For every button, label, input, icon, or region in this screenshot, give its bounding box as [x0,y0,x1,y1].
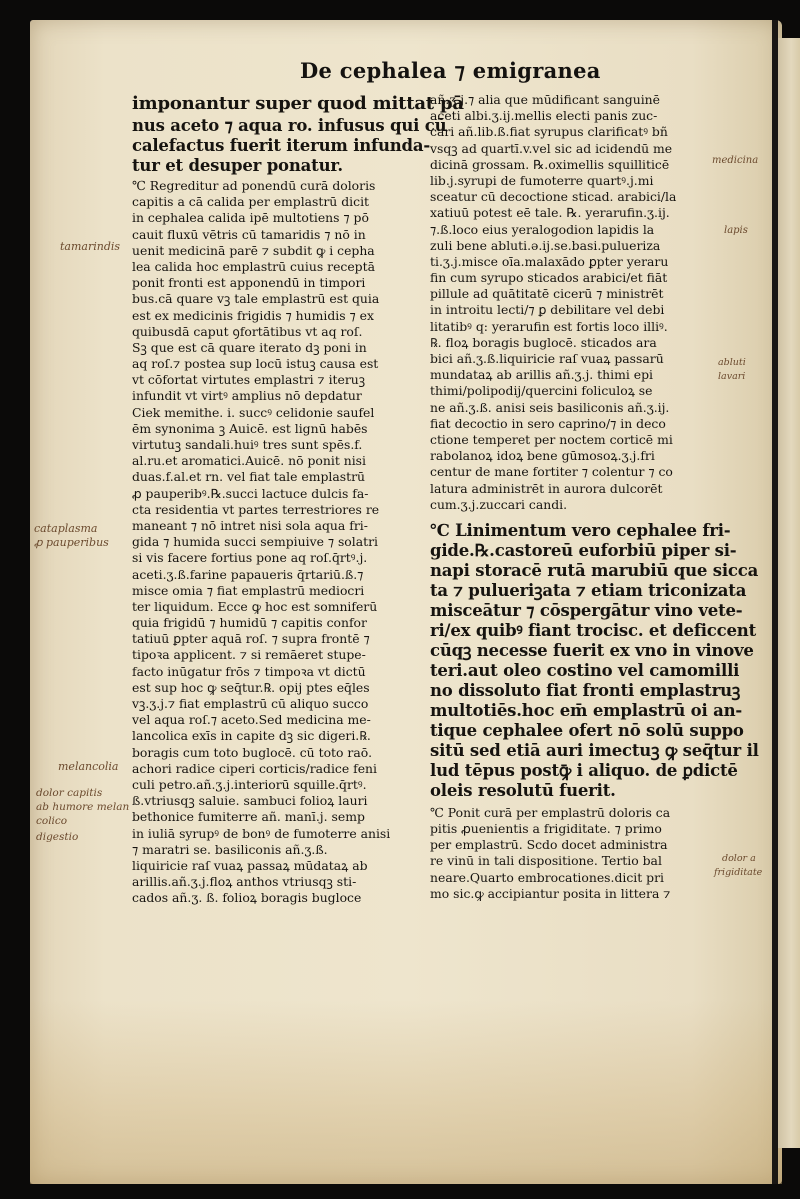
marginal-note: digestio [36,831,79,843]
text-line: cauit fluxū vētris cū tamaridis ⁊ nō in [132,226,366,242]
text-line: lud tēpus postꝙ̄ i aliquo. de ꝑdictē [430,760,738,780]
text-line: lea calida hoc emplastrū cuius receptā [132,258,375,274]
left-body [132,178,424,906]
text-line: pitis ꝓuenientis a frigiditate. ⁊ primo [430,821,662,837]
text-line: ponit fronti est apponendū in timpori [132,275,366,291]
text-line: bus.cā quare vꝫ tale emplastrū est quia [132,291,380,307]
text-line: in iuliā syrupꝰ de bonꝰ de fumoterre anisi [132,825,391,841]
text-line: thimi/polipodij/quercini foliculoꝝ se [430,383,653,399]
text-line: capitis a cā calida per emplastrū dicit [132,194,370,210]
text-line: maneant ⁊ nō intret nisi sola aqua fri- [132,517,368,533]
text-line: ri/ex quibꝰ fiant trocisc. et deficcent [430,620,757,640]
text-line: vel aqua roſ.⁊ aceto.Sed medicina me- [132,712,371,728]
text-line: imponantur super quod mittat pā [132,93,464,114]
text-line: per emplastrū. Scdo docet administra [430,837,668,853]
text-line: cum.ʒ.j.zuccari candi. [430,496,568,512]
text-line: tatiuū ꝑpter aquā roſ. ⁊ supra frontē ⁊ [132,631,370,647]
text-line: lib.j.syrupi de fumoterre quartꝰ.j.mi [430,172,654,188]
text-line: cūqꝫ necesse fuerit ex vno in vinove [430,640,754,660]
text-line: no dissoluto fiat fronti emplastruꝫ [430,680,741,700]
marginal-note: dolor a [722,853,756,864]
text-line: neare.Quarto embrocationes.dicit pri [430,869,664,885]
text-line: ℞. floꝝ boragis buglocē. sticados ara [430,334,657,350]
right-body-top [430,92,720,513]
text-line: lancolica exīs in capite dꝫ sic digeri.℞. [132,728,371,744]
text-line: est sup hoc ꝙ seq̄tur.℞. opij ptes eq̄les [132,679,370,695]
left-big-lines [132,92,464,176]
text-line: fin cum syrupo sticados arabici/et fiāt [430,270,668,286]
marginal-note: colico [36,815,68,827]
text-line: aceti albi.ʒ.ij.mellis electi panis zuc- [430,108,658,124]
marginal-note: ꝓ pauperibus [34,536,109,549]
text-line: re vinū in tali dispositione. Tertio bal [430,853,662,869]
text-line: est ex medicinis frigidis ⁊ humidis ⁊ ex [132,307,374,323]
text-line: rabolanoꝝ idoꝝ bene gūmosoꝝ.ʒ.j.fri [430,448,655,464]
marginal-note: cataplasma [34,522,98,535]
text-line: sitū sed etiā auri imectuꝫ ꝙ seq̄tur il [430,740,759,760]
text-line: vꝫ.ʒ.j.⁊ fiat emplastrū cū aliquo succo [132,696,369,711]
text-line: cari añ.lib.ß.fiat syrupus clarificatꝰ bñ [430,124,668,140]
text-line: ēm synonima ꝫ Auicē. est lignū habēs [132,420,368,436]
text-line: ⁊ maratri se. basiliconis añ.ʒ.ß. [132,841,328,857]
marginal-note: frigiditate [714,867,763,878]
text-line: tur et desuper ponatur. [132,156,343,175]
text-line: virtutuꝫ sandali.huiꝰ tres sunt spēs.f. [132,437,363,452]
text-line: ℃ Regreditur ad ponendū curā doloris [132,178,376,193]
text-line: tipoꝛa applicent. ⁊ si remāeret stupe- [132,647,366,663]
marginal-note: ab humore melan [36,801,130,813]
text-line: achori radice ciperi corticis/radice feni [132,760,377,776]
text-line: vsqꝫ ad quartī.v.vel sic ad icidendū me [430,140,673,156]
facing-page-edge [778,38,800,1148]
text-line: infundit vt virtꝰ amplius nō depdatur [132,388,362,404]
text-line: sceatur cū decoctione sticad. arabici/la [430,189,677,205]
running-title: De cephalea ⁊ emigranea [300,58,601,83]
text-line: bici añ.ʒ.ß.liquiricie raſ vuaꝝ passarū [430,351,664,366]
text-line: aceti.ʒ.ß.farine papaueris q̄rtariū.ß.⁊ [132,566,364,582]
text-line: ter liquidum. Ecce ꝙ hoc est somniferū [132,598,378,614]
text-line: centur de mane fortiter ⁊ colentur ⁊ co [430,464,673,480]
text-line: nus aceto ⁊ aqua ro. infusus qui cū [132,116,447,135]
text-line: cados añ.ʒ. ß. folioꝝ boragis bugloce [132,890,362,906]
text-line: si vis facere fortius pone aq roſ.q̄rtꝰ.j. [132,550,368,566]
text-line: quia frigidū ⁊ humidū ⁊ capitis confor [132,615,367,631]
text-line: cta residentia vt partes terrestriores re [132,501,380,517]
text-line: ne añ.ʒ.ß. anisi seis basiliconis añ.ʒ.ij. [430,399,670,415]
text-line: teri.aut oleo costino vel camomilli [430,660,740,680]
text-line: boragis cum toto buglocē. cū toto raō. [132,744,373,760]
text-line: ti.ʒ.j.misce oīa.malaxādo ꝑpter yeraru [430,253,669,269]
text-line: zuli bene abluti.ə.ij.se.basi.pulueriza [430,237,661,253]
text-line: tique cephalee ofert nō solū suppo [430,720,744,740]
text-line: mundataꝝ ab arillis añ.ʒ.j. thimi epi [430,367,653,383]
text-line: uenit medicinā parē ⁊ subdit ꝙ i cepha [132,242,375,258]
text-line: multotiēs.hoc em̄ emplastrū oi an- [430,700,743,720]
text-line: gida ⁊ humida succi sempiuive ⁊ solatri [132,534,378,550]
text-line: misceātur ⁊ cōspergātur vino vete- [430,600,743,620]
text-line: liquiricie raſ vuaꝝ passaꝝ mūdataꝝ ab [132,857,368,873]
text-line: ⁊.ß.loco eius yeralogodion lapidis la [430,221,655,237]
text-line: ℃ Linimentum vero cephalee fri- [430,520,731,540]
text-line: vt cōfortat virtutes emplastri ⁊ iteruꝫ [132,372,366,388]
text-line: ß.vtriusqꝫ saluie. sambuci folioꝝ lauri [132,793,368,809]
text-line: oleis resolutū fuerit. [430,780,616,800]
text-line: bethonice fumiterre añ. manī.j. semp [132,809,365,825]
right-body-bottom [430,805,720,902]
marginal-note: lavari [718,371,746,382]
marginal-note: medicina [712,155,759,166]
marginal-note: abluti [718,357,746,368]
text-line: litatibꝰ q: yerarufin est fortis loco illiꝰ. [430,318,668,334]
text-line: dicinā grossam. ℞.oximellis squilliticē [430,156,670,172]
marginal-note: dolor capitis [36,787,103,799]
text-line: Sꝫ que est cā quare iterato dꝫ poni in [132,339,367,355]
marginal-note: melancolia [58,760,119,773]
text-line: in cephalea calida ipē multotiens ⁊ pō [132,210,369,226]
text-line: pillule ad quātitatē cicerū ⁊ ministrēt [430,286,664,302]
text-line: al.ru.et aromatici.Auicē. nō ponit nisi [132,453,367,469]
text-line: mo sic.ꝙ accipiantur posita in littera ⁊ [430,885,671,901]
text-line: Ciek memithe. i. succꝰ celidonie saufel [132,404,375,420]
text-line: arillis.añ.ʒ.j.floꝝ anthos vtriusqꝫ sti- [132,874,357,890]
text-line: napi storacē rutā marubiū que sicca [430,560,759,580]
text-line: aq roſ.⁊ postea sup locū istuꝫ causa est [132,356,379,372]
text-line: in introitu lecti/⁊ ꝑ debilitare vel debi [430,302,665,318]
left-column [132,92,464,906]
text-line: ꝓ pauperibꝰ.℞.succi lactuce dulcis fa- [132,485,369,501]
text-line: calefactus fuerit iterum infunda- [132,136,431,155]
text-line: ℃ Ponit curā per emplastrū doloris ca [430,804,671,820]
text-line: facto inūgatur frōs ⁊ timpoꝛa vt dictū [132,663,366,679]
text-line: duas.f.al.et rn. vel fiat tale emplastrū [132,469,366,485]
text-line: latura administrēt in aurora dulcorēt [430,480,663,496]
text-line: misce omia ⁊ fiat emplastrū mediocri [132,582,365,598]
right-big-paragraph [430,520,759,801]
marginal-note: lapis [724,225,748,236]
text-line: añ.ʒ.j.⁊ alia que mūdificant sanguinē [430,92,660,107]
text-line: fiat decoctio in sero caprino/⁊ in deco [430,415,666,431]
marginal-note: tamarindis [60,240,121,253]
text-line: ctione temperet per noctem corticē mi [430,431,673,447]
text-line: quibusdā caput ꝯfortātibus vt aq roſ. [132,323,363,339]
text-line: xatiuū potest eē tale. ℞. yerarufin.ʒ.ij. [430,205,670,221]
text-line: gide.℞.castoreū euforbiū piper si- [430,540,737,560]
text-line: ta ⁊ pulueriꝫata ⁊ etiam triconizata [430,580,747,600]
text-line: culi petro.añ.ʒ.j.interiorū squille.q̄rtꝰ. [132,776,367,792]
